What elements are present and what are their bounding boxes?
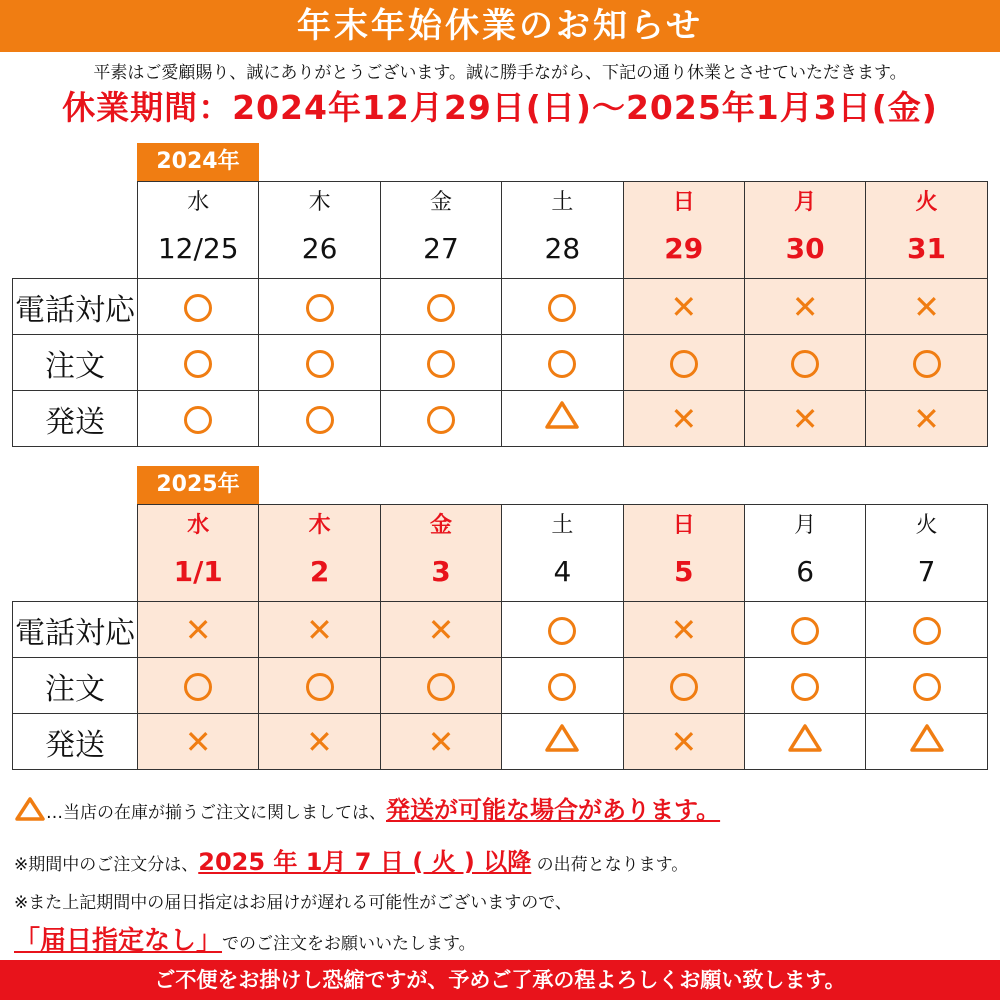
shipping-note: [14, 842, 688, 877]
available-circle-icon: [184, 406, 212, 434]
schedule-table-2024: [12, 181, 988, 447]
status-cell: [259, 658, 380, 714]
available-circle-icon: [427, 350, 455, 378]
status-cell: [744, 714, 865, 770]
status-cell: [744, 602, 865, 658]
date-cell: 28: [502, 218, 623, 279]
blank-cell: [13, 505, 138, 602]
closed-cross-icon: ✕: [306, 722, 333, 761]
available-circle-icon: [791, 673, 819, 701]
status-cell: [138, 391, 259, 447]
available-circle-icon: [913, 350, 941, 378]
available-circle-icon: [184, 673, 212, 701]
no-date-emphasis: 「届日指定なし」: [14, 926, 223, 956]
closed-cross-icon: ✕: [670, 399, 698, 438]
date-cell: 31: [866, 218, 987, 279]
row-label: 発送: [13, 714, 138, 770]
status-cell: [259, 279, 380, 335]
closed-cross-icon: ✕: [184, 610, 212, 649]
status-cell: [138, 335, 259, 391]
page-title: 年末年始休業のお知らせ: [0, 0, 1000, 52]
row-label: 電話対応: [13, 602, 138, 658]
weekday-cell: 月: [744, 182, 865, 219]
no-date-note: [14, 920, 476, 957]
weekday-cell: 水: [138, 182, 259, 219]
partial-triangle-icon: [544, 723, 580, 761]
status-cell: [502, 658, 623, 714]
available-circle-icon: [427, 294, 455, 322]
status-cell: [502, 391, 623, 447]
date-cell: 27: [380, 218, 501, 279]
status-cell: [138, 714, 259, 770]
date-cell: 5: [623, 541, 744, 602]
date-cell: 4: [502, 541, 623, 602]
closed-cross-icon: ✕: [184, 722, 212, 761]
row-label: 電話対応: [13, 279, 138, 335]
weekday-cell: 金: [380, 182, 501, 219]
shipping-resume-date: 2025 年 1月 7 日 ( 火 ) 以降: [198, 848, 532, 876]
status-cell: [380, 658, 501, 714]
available-circle-icon: [427, 673, 455, 701]
weekday-cell: 月: [744, 505, 865, 542]
date-cell: 7: [866, 541, 987, 602]
available-circle-icon: [913, 617, 941, 645]
closed-cross-icon: ✕: [791, 287, 819, 326]
row-label: 注文: [13, 335, 138, 391]
date-cell: 30: [744, 218, 865, 279]
status-cell: [502, 279, 623, 335]
weekday-cell: 木: [259, 182, 380, 219]
status-cell: [380, 335, 501, 391]
closed-cross-icon: ✕: [913, 287, 940, 326]
date-cell: 3: [380, 541, 501, 602]
status-cell: [259, 714, 380, 770]
row-label: 発送: [13, 391, 138, 447]
closed-cross-icon: ✕: [306, 610, 333, 649]
status-cell: [744, 658, 865, 714]
closed-cross-icon: ✕: [427, 610, 455, 649]
status-cell: [623, 335, 744, 391]
date-cell: 6: [744, 541, 865, 602]
status-cell: [744, 335, 865, 391]
status-cell: [866, 279, 987, 335]
no-date-suffix: でのご注文をお願いいたします。: [222, 934, 476, 954]
triangle-note-emphasis: 発送が可能な場合があります。: [386, 796, 721, 824]
available-circle-icon: [548, 673, 576, 701]
weekday-cell: 金: [380, 505, 501, 542]
status-cell: [866, 602, 987, 658]
available-circle-icon: [791, 617, 819, 645]
status-cell: [502, 335, 623, 391]
status-cell: [502, 714, 623, 770]
status-cell: [866, 714, 987, 770]
weekday-cell: 火: [866, 505, 987, 542]
footer-message: ご不便をお掛けし恐縮ですが、予めご了承の程よろしくお願い致します。: [0, 960, 1000, 1000]
available-circle-icon: [184, 350, 212, 378]
weekday-cell: 火: [866, 182, 987, 219]
date-cell: 12/25: [138, 218, 259, 279]
status-cell: [866, 658, 987, 714]
status-cell: [866, 335, 987, 391]
delivery-note: ※また上記期間中の届日指定はお届けが遅れる可能性がございますので、: [14, 893, 572, 913]
triangle-note-text: …当店の在庫が揃うご注文に関しましては、: [46, 803, 386, 823]
partial-triangle-icon: [544, 400, 580, 438]
available-circle-icon: [791, 350, 819, 378]
status-cell: [259, 391, 380, 447]
status-cell: [259, 602, 380, 658]
status-cell: [138, 602, 259, 658]
available-circle-icon: [670, 350, 698, 378]
available-circle-icon: [427, 406, 455, 434]
available-circle-icon: [670, 673, 698, 701]
available-circle-icon: [306, 294, 334, 322]
year-tab-2024: 2024年: [137, 143, 259, 181]
weekday-cell: 土: [502, 182, 623, 219]
triangle-note: [14, 790, 720, 827]
status-cell: [623, 658, 744, 714]
available-circle-icon: [306, 673, 334, 701]
closed-cross-icon: ✕: [791, 399, 819, 438]
status-cell: [380, 714, 501, 770]
weekday-cell: 日: [623, 182, 744, 219]
closed-cross-icon: ✕: [670, 287, 698, 326]
partial-triangle-icon: [909, 723, 945, 761]
status-cell: [623, 279, 744, 335]
available-circle-icon: [548, 617, 576, 645]
status-cell: [623, 391, 744, 447]
date-cell: 2: [259, 541, 380, 602]
available-circle-icon: [548, 294, 576, 322]
year-tab-2025: 2025年: [137, 466, 259, 504]
status-cell: [866, 391, 987, 447]
row-label: 注文: [13, 658, 138, 714]
closure-period: 休業期間：2024年12月29日(日)～2025年1月3日(金): [62, 88, 938, 127]
date-cell: 26: [259, 218, 380, 279]
status-cell: [259, 335, 380, 391]
partial-triangle-icon: [787, 723, 823, 761]
available-circle-icon: [184, 294, 212, 322]
status-cell: [744, 279, 865, 335]
date-cell: 29: [623, 218, 744, 279]
available-circle-icon: [913, 673, 941, 701]
status-cell: [744, 391, 865, 447]
status-cell: [138, 658, 259, 714]
status-cell: [380, 391, 501, 447]
shipping-note-prefix: ※期間中のご注文分は、: [14, 855, 199, 875]
weekday-cell: 土: [502, 505, 623, 542]
status-cell: [623, 602, 744, 658]
status-cell: [502, 602, 623, 658]
status-cell: [380, 279, 501, 335]
partial-triangle-icon: [14, 796, 46, 827]
shipping-note-suffix: の出荷となります。: [531, 855, 689, 875]
weekday-cell: 水: [138, 505, 259, 542]
closed-cross-icon: ✕: [670, 722, 698, 761]
blank-cell: [13, 182, 138, 279]
available-circle-icon: [306, 406, 334, 434]
closed-cross-icon: ✕: [913, 399, 940, 438]
closed-cross-icon: ✕: [427, 722, 455, 761]
closed-cross-icon: ✕: [670, 610, 698, 649]
status-cell: [380, 602, 501, 658]
intro-text: 平素はご愛顧賜り、誠にありがとうございます。誠に勝手ながら、下記の通り休業とさせていただきます。: [93, 63, 907, 83]
status-cell: [138, 279, 259, 335]
status-cell: [623, 714, 744, 770]
schedule-table-2025: [12, 504, 988, 770]
date-cell: 1/1: [138, 541, 259, 602]
available-circle-icon: [548, 350, 576, 378]
available-circle-icon: [306, 350, 334, 378]
weekday-cell: 木: [259, 505, 380, 542]
weekday-cell: 日: [623, 505, 744, 542]
